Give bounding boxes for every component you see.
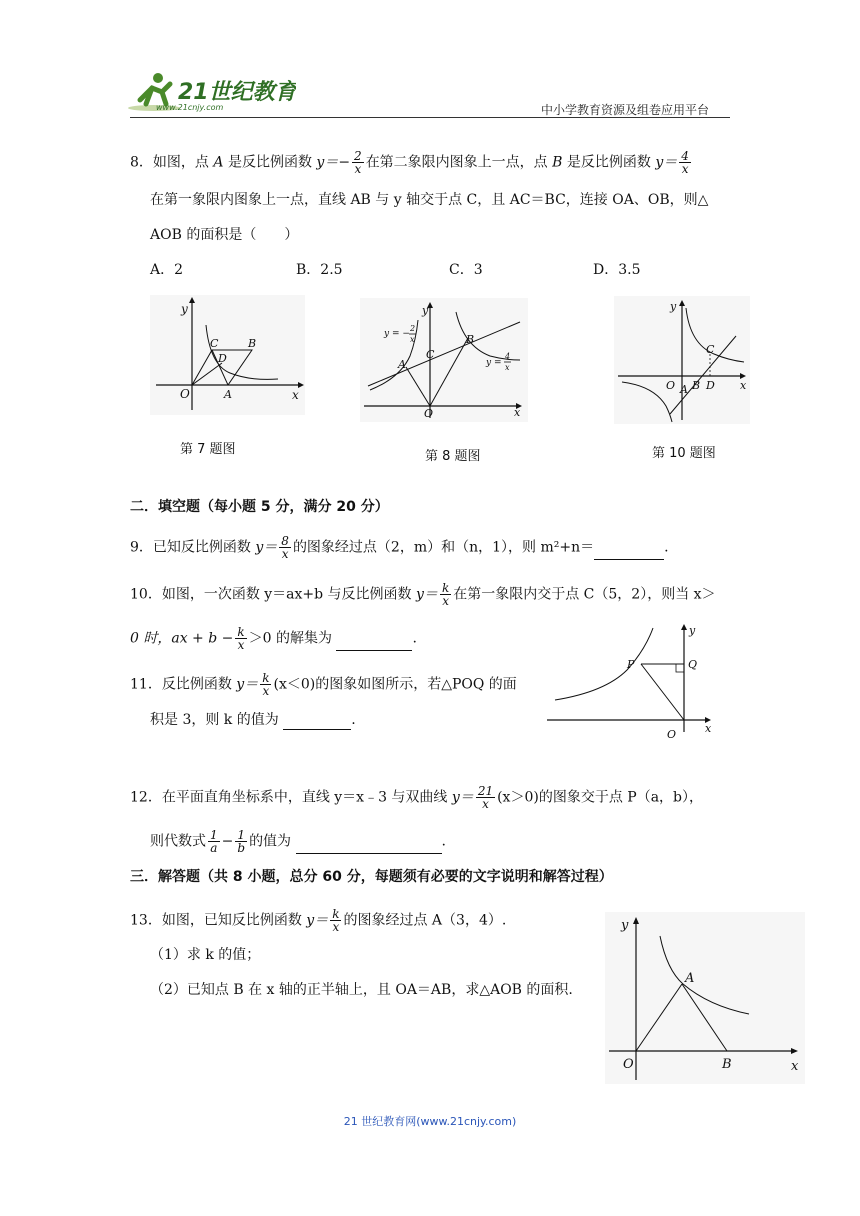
q8-line3: AOB 的面积是（ ） [150, 227, 299, 243]
svg-text:y: y [422, 304, 429, 317]
q13-fraction: $\frac{k}{x}$ [332, 907, 340, 934]
figure-7-caption: 第 7 题图 [180, 442, 236, 457]
svg-text:B: B [722, 1057, 732, 1072]
q11-line2: 积是 3，则 k 的值为 . [150, 712, 356, 728]
q9-answer-blank[interactable] [594, 543, 664, 560]
svg-text:x: x [292, 388, 299, 402]
figure-q11 [545, 622, 720, 742]
site-logo [126, 70, 296, 114]
logo-text: 21世纪教育 [178, 80, 296, 105]
figure-7 [150, 295, 305, 415]
svg-text:O: O [180, 387, 190, 401]
svg-text:C: C [210, 337, 219, 350]
q8-option-b: B．2.5 [296, 262, 343, 278]
svg-text:y = −: y = − [384, 329, 410, 339]
q10-fraction-2: $\frac{k}{x}$ [237, 625, 245, 652]
q13-part2: （2）已知点 B 在 x 轴的正半轴上，且 OA＝AB，求△AOB 的面积. [150, 982, 573, 998]
q9-fraction: $\frac{8}{x}$ [281, 534, 289, 561]
section-2-heading: 二．填空题（每小题 5 分，满分 20 分） [130, 499, 389, 515]
svg-text:y: y [621, 918, 629, 933]
figure-10-caption: 第 10 题图 [652, 446, 716, 461]
q13-part1: （1）求 k 的值； [150, 947, 261, 963]
svg-text:Q: Q [688, 658, 698, 671]
q8-line1: 8．如图，点 A 是反比例函数 y＝− $\frac{2}{x}$ 在第二象限内图象上一点，点 B 是反比例函数 y＝ $\frac{4}{x}$ [130, 149, 689, 176]
q11-line1: 11．反比例函数 y＝ $\frac{k}{x}$ (x＜0)的图象如图所示，若△POQ 的面 [130, 671, 517, 698]
svg-text:B: B [248, 337, 257, 350]
svg-text:A: A [680, 383, 688, 396]
svg-text:4: 4 [505, 352, 511, 361]
svg-text:x: x [514, 406, 521, 419]
svg-text:x: x [505, 363, 510, 372]
figure-8-caption: 第 8 题图 [425, 449, 481, 464]
svg-text:A: A [685, 971, 695, 986]
figure-q13 [605, 912, 805, 1084]
q8-fraction-1: $\frac{2}{x}$ [354, 149, 362, 176]
q12-fraction-a: $\frac{1}{a}$ [210, 828, 218, 855]
svg-text:x: x [791, 1059, 799, 1074]
figure-8 [360, 298, 528, 422]
q12-fraction: $\frac{21}{x}$ [477, 784, 494, 811]
svg-text:x: x [705, 722, 712, 735]
svg-text:y: y [181, 302, 188, 316]
svg-text:B: B [692, 379, 701, 392]
svg-text:O: O [424, 407, 434, 420]
svg-text:C: C [706, 343, 715, 356]
svg-text:y: y [670, 300, 677, 313]
logo-url: www.21cnjy.com [156, 103, 224, 112]
q11-fraction: $\frac{k}{x}$ [262, 671, 270, 698]
svg-text:y: y [689, 624, 696, 637]
q10-fraction: $\frac{k}{x}$ [441, 581, 450, 608]
header-platform: 中小学教育资源及组卷应用平台 [541, 103, 710, 117]
svg-text:x: x [740, 379, 747, 392]
q10-line2: 0 时，ax + b − $\frac{k}{x}$ ＞0 的解集为 . [130, 625, 417, 652]
q12-line2: 则代数式 $\frac{1}{a}$ − $\frac{1}{b}$ 的值为 . [150, 828, 446, 855]
svg-text:O: O [667, 728, 677, 741]
svg-text:O: O [623, 1057, 634, 1072]
svg-text:A: A [224, 388, 232, 401]
svg-text:D: D [218, 352, 227, 365]
svg-text:P: P [627, 658, 635, 671]
section-3-heading: 三．解答题（共 8 小题，总分 60 分，每题须有必要的文字说明和解答过程） [130, 869, 613, 885]
q13-line1: 13．如图，已知反比例函数 y＝ $\frac{k}{x}$ 的图象经过点 A（3，4）. [130, 907, 507, 934]
q10-line1: 10．如图，一次函数 y＝ax+b 与反比例函数 y＝ $\frac{k}{x}$ 在第一象限内交于点 C（5，2），则当 x＞ [130, 581, 716, 608]
q9-line: 9．已知反比例函数 y＝ $\frac{8}{x}$ 的图象经过点（2，m）和（n，1），则 m²+n＝ . [130, 534, 669, 561]
q11-answer-blank[interactable] [283, 713, 351, 730]
q8-line2: 在第一象限内图象上一点，直线 AB 与 y 轴交于点 C，且 AC＝BC，连接 OA、OB，则△ [150, 192, 709, 208]
runner-logo-icon [126, 70, 296, 114]
svg-text:A: A [398, 358, 406, 371]
q10-answer-blank[interactable] [336, 634, 412, 651]
header-divider [130, 117, 730, 118]
svg-text:C: C [426, 348, 435, 361]
q12-fraction-b: $\frac{1}{b}$ [237, 828, 246, 855]
q8-option-d: D．3.5 [593, 262, 641, 278]
figure-10 [614, 296, 750, 424]
q8-option-c: C．3 [449, 262, 483, 278]
svg-text:O: O [666, 379, 676, 392]
svg-text:2: 2 [410, 324, 416, 333]
q12-line1: 12．在平面直角坐标系中，直线 y＝x﹣3 与双曲线 y＝ $\frac{21}{x}$ (x＞0)的图象交于点 P（a，b）， [130, 784, 703, 811]
svg-text:x: x [410, 335, 415, 344]
svg-text:D: D [706, 379, 715, 392]
q8-fraction-2: $\frac{4}{x}$ [681, 149, 689, 176]
svg-text:B: B [466, 333, 475, 346]
svg-text:y =: y = [486, 358, 502, 368]
q8-option-a: A．2 [150, 262, 184, 278]
q12-answer-blank[interactable] [296, 837, 442, 854]
footer: 21 世纪教育网(www.21cnjy.com) [343, 1115, 517, 1128]
